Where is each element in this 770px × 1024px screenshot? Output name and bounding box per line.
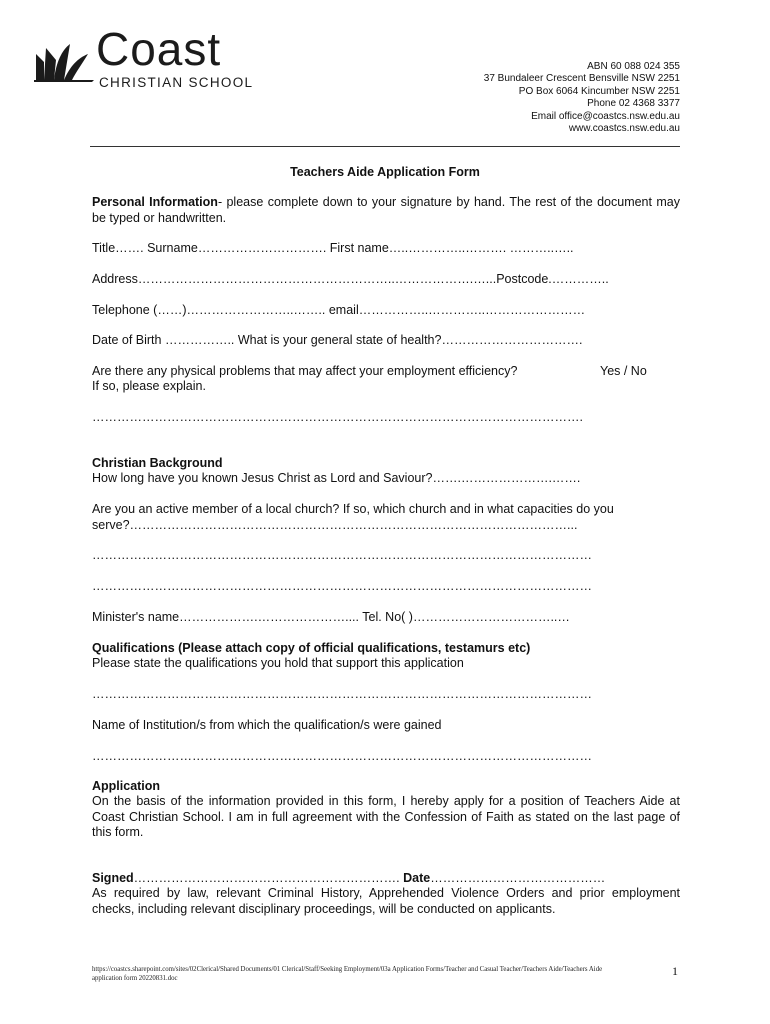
signature-date-row [92, 871, 680, 887]
physical-problems-question [92, 364, 680, 380]
telephone-email-field[interactable]: Telephone (……)……………………..…….. email……………..…………..…………………… [92, 303, 586, 317]
address-field[interactable]: Address……………………………………………………..……………….…...Postcode.………….. [92, 272, 609, 286]
title-name-field[interactable]: Title……. Surname…………………………. First name…..…………..………. ………..….. [92, 241, 574, 255]
contact-email: Email office@coastcs.nsw.edu.au [531, 110, 680, 122]
coast-logo-icon [34, 40, 94, 82]
personal-info-intro [92, 195, 680, 226]
date-label: Date [403, 871, 431, 885]
signature-field[interactable]: ………………………………………………………. [133, 871, 400, 885]
yes-no-option[interactable]: Yes / No [600, 364, 647, 378]
personal-info-heading: Personal Information [92, 195, 218, 209]
page-number: 1 [672, 964, 678, 978]
qualifications-prompt: Please state the qualifications you hold that support this application [92, 656, 464, 670]
church-answer-line-1[interactable]: ………………………………………………………………………………………………………… [92, 548, 592, 562]
legal-checks-notice: As required by law, relevant Criminal History, Apprehended Violence Orders and prior employment checks, including relevant disciplinary proceedings, will be conducted on applicants. [92, 886, 680, 916]
physical-problems-text: Are there any physical problems that may affect your employment efficiency? [92, 364, 518, 378]
dob-health-field[interactable]: Date of Birth …………….. What is your general state of health?……………………………. [92, 333, 583, 347]
qualifications-answer-line[interactable]: ………………………………………………………………………………………………………… [92, 687, 592, 701]
application-text: On the basis of the information provided in this form, I hereby apply for a position of Teachers Aide at Coast Christian School. I am in full agreement with the Confession of Faith as stated on the last page of this form. [92, 794, 680, 839]
contact-website: www.coastcs.nsw.edu.au [568, 123, 680, 135]
contact-address: 37 Bundaleer Crescent Bensville NSW 2251 [483, 73, 680, 85]
contact-phone: Phone 02 4368 3377 [587, 98, 680, 110]
explain-prompt: If so, please explain. [92, 379, 206, 393]
church-answer-line-2[interactable]: ………………………………………………………………………………………………………… [92, 579, 592, 593]
header-divider [90, 146, 680, 147]
explain-answer-line[interactable]: ………………………………………………………………………………………………………. [92, 410, 583, 424]
contact-abn: ABN 60 088 024 355 [587, 61, 680, 72]
contact-block [484, 61, 680, 135]
institution-answer-line[interactable]: ………………………………………………………………………………………………………… [92, 749, 592, 763]
application-heading: Application [92, 779, 161, 793]
contact-po-box: PO Box 6064 Kincumber NSW 2251 [518, 85, 680, 97]
personal-info-text: - please complete down to your signature by hand. The rest of the document may be typed or handwritten. [92, 195, 680, 225]
minister-field[interactable]: Minister's name……………….………………….... Tel. No( )……………………………..… [92, 610, 570, 624]
qualifications-heading: Qualifications (Please attach copy of official qualifications, testamurs etc) [92, 641, 531, 655]
saviour-question-field[interactable]: How long have you known Jesus Christ as Lord and Saviour?…….………………….……. [92, 471, 581, 485]
logo-wordmark: Coast [96, 23, 222, 75]
signed-label: Signed [92, 871, 134, 885]
christian-background-heading: Christian Background [92, 456, 223, 470]
logo-subtitle: CHRISTIAN SCHOOL [99, 75, 254, 90]
church-question-field[interactable]: Are you an active member of a local church? If so, which church and in what capacities do you serve?……………………………………………………………………………………………... [92, 502, 614, 532]
form-title: Teachers Aide Application Form [290, 165, 480, 179]
institution-prompt: Name of Institution/s from which the qualification/s were gained [92, 718, 442, 732]
document-path-footer: https://coastcs.sharepoint.com/sites/02Clerical/Shared Documents/01 Clerical/Staff/Seeking Employment/03a Application Forms/Teacher and Casual Teacher/Teachers Aide/Teachers Aide application form 20220831.doc [92, 966, 603, 982]
date-field[interactable]: …………………………………… [430, 871, 606, 885]
